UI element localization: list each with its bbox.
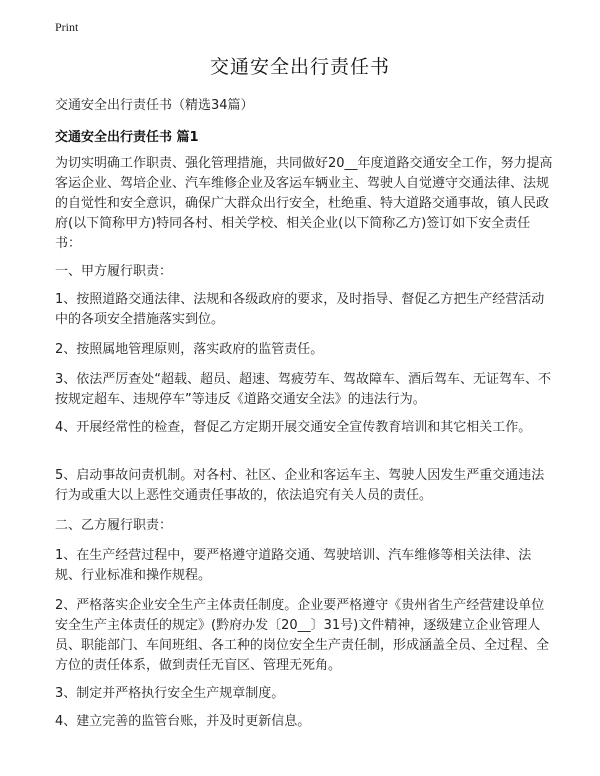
party-b-item-3: 3、制定并严格执行安全生产规章制度。 [55, 686, 285, 701]
party-b-item-4: 4、建立完善的监管台账，并及时更新信息。 [55, 714, 311, 729]
party-b-item-2: 2、严格落实企业安全生产主体责任制度。企业要严格遵守《贵州省生产经营建设单位安全生产主体责任的规定》(黔府办发〔20__〕31号)文件精神，逐级建立企业管理人员、职能部门、车间班组、各工种的岗位安全生产责任制，形成涵盖全员、全过程、全方位的责任体系，做到责任无盲区、管理无死角。 [55, 598, 550, 673]
party-a-item-1: 1、按照道路交通法律、法规和各级政府的要求，及时指导、督促乙方把生产经营活动中的各项安全措施落实到位。 [55, 292, 545, 327]
document-title: 交通安全出行责任书 [209, 56, 390, 78]
section-heading: 交通安全出行责任书 篇1 [55, 130, 199, 145]
party-a-item-3: 3、依法严厉查处“超载、超员、超速、驾疲劳车、驾故障车、酒后驾车、无证驾车、不按规定超车、违规停车”等违反《道路交通安全法》的违法行为。 [55, 372, 552, 407]
print-link[interactable]: Print [55, 20, 79, 34]
party-a-item-4: 4、开展经常性的检查，督促乙方定期开展交通安全宣传教育培训和其它相关工作。 [55, 420, 532, 435]
party-a-item-5: 5、启动事故问责机制。对各村、社区、企业和客运车主、驾驶人因发生严重交通违法行为或重大以上恶性交通责任事故的，依法追究有关人员的责任。 [55, 468, 545, 503]
intro-paragraph: 为切实明确工作职责、强化管理措施，共同做好20__年度道路交通安全工作，努力提高客运企业、驾培企业、汽车维修企业及客运车辆业主、驾驶人自觉遵守交通法律、法规的自觉性和安全意识，确保广大群众出行安全，杜绝重、特大道路交通事故，镇人民政府(以下简称甲方)特同各村、相关学校、相关企业(以下简称乙方)签订如下安全责任书： [55, 156, 553, 251]
document-subtitle: 交通安全出行责任书（精选34篇） [55, 98, 254, 113]
party-a-item-2: 2、按照属地管理原则，落实政府的监管责任。 [55, 342, 324, 357]
party-b-item-1: 1、在生产经营过程中，要严格遵守道路交通、驾驶培训、汽车维修等相关法律、法规、行业标准和操作规程。 [55, 548, 532, 583]
party-b-heading: 二、乙方履行职责： [55, 518, 173, 533]
party-a-heading: 一、甲方履行职责： [55, 264, 173, 279]
